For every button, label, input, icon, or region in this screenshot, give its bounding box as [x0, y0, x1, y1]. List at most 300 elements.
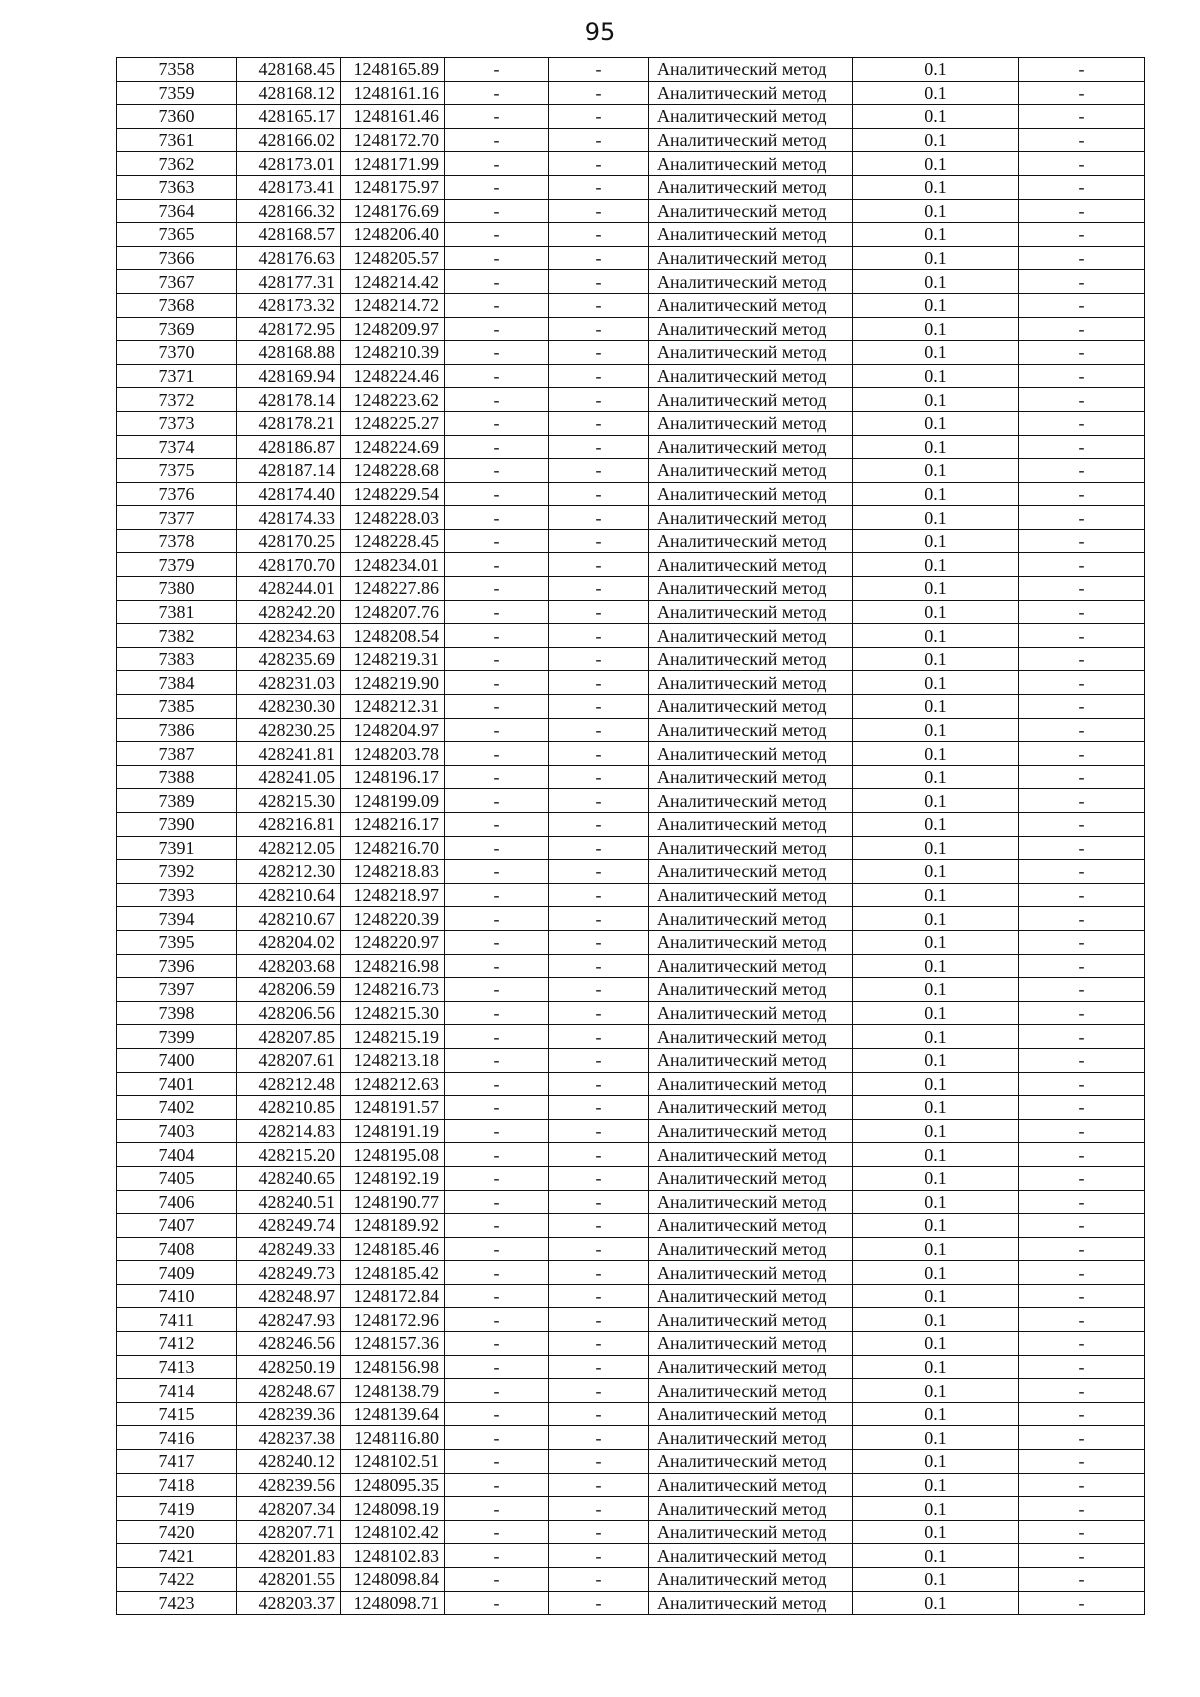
- accuracy-cell: 0.1: [853, 600, 1019, 624]
- empty-value-cell: -: [445, 1332, 549, 1356]
- empty-value-cell: -: [1019, 1284, 1145, 1308]
- empty-value-cell: -: [1019, 742, 1145, 766]
- empty-value-cell: -: [1019, 341, 1145, 365]
- method-cell: Аналитический метод: [649, 482, 853, 506]
- x-coordinate-cell: 428173.41: [237, 175, 341, 199]
- empty-value-cell: -: [1019, 553, 1145, 577]
- x-coordinate-cell: 428201.83: [237, 1544, 341, 1568]
- table-row: [117, 1025, 1145, 1049]
- table-row: [117, 317, 1145, 341]
- x-coordinate-cell: 428176.63: [237, 246, 341, 270]
- point-number-cell: 7401: [117, 1072, 237, 1096]
- y-coordinate-cell: 1248223.62: [341, 388, 445, 412]
- empty-value-cell: -: [445, 718, 549, 742]
- empty-value-cell: -: [1019, 1568, 1145, 1592]
- accuracy-cell: 0.1: [853, 58, 1019, 82]
- y-coordinate-cell: 1248098.19: [341, 1497, 445, 1521]
- table-row: [117, 529, 1145, 553]
- x-coordinate-cell: 428234.63: [237, 624, 341, 648]
- x-coordinate-cell: 428178.21: [237, 411, 341, 435]
- point-number-cell: 7390: [117, 813, 237, 837]
- x-coordinate-cell: 428244.01: [237, 577, 341, 601]
- accuracy-cell: 0.1: [853, 175, 1019, 199]
- empty-value-cell: -: [1019, 1001, 1145, 1025]
- empty-value-cell: -: [549, 482, 649, 506]
- empty-value-cell: -: [549, 907, 649, 931]
- method-cell: Аналитический метод: [649, 246, 853, 270]
- empty-value-cell: -: [445, 1214, 549, 1238]
- empty-value-cell: -: [549, 836, 649, 860]
- x-coordinate-cell: 428249.33: [237, 1237, 341, 1261]
- x-coordinate-cell: 428242.20: [237, 600, 341, 624]
- empty-value-cell: -: [1019, 671, 1145, 695]
- point-number-cell: 7403: [117, 1119, 237, 1143]
- y-coordinate-cell: 1248171.99: [341, 152, 445, 176]
- accuracy-cell: 0.1: [853, 293, 1019, 317]
- empty-value-cell: -: [549, 506, 649, 530]
- point-number-cell: 7375: [117, 459, 237, 483]
- accuracy-cell: 0.1: [853, 388, 1019, 412]
- x-coordinate-cell: 428177.31: [237, 270, 341, 294]
- y-coordinate-cell: 1248172.96: [341, 1308, 445, 1332]
- y-coordinate-cell: 1248212.31: [341, 695, 445, 719]
- empty-value-cell: -: [1019, 647, 1145, 671]
- y-coordinate-cell: 1248185.46: [341, 1237, 445, 1261]
- y-coordinate-cell: 1248138.79: [341, 1379, 445, 1403]
- method-cell: Аналитический метод: [649, 317, 853, 341]
- empty-value-cell: -: [549, 1048, 649, 1072]
- empty-value-cell: -: [549, 883, 649, 907]
- table-row: [117, 152, 1145, 176]
- empty-value-cell: -: [445, 506, 549, 530]
- x-coordinate-cell: 428215.30: [237, 789, 341, 813]
- point-number-cell: 7380: [117, 577, 237, 601]
- x-coordinate-cell: 428210.64: [237, 883, 341, 907]
- empty-value-cell: -: [549, 577, 649, 601]
- method-cell: Аналитический метод: [649, 1544, 853, 1568]
- method-cell: Аналитический метод: [649, 175, 853, 199]
- empty-value-cell: -: [1019, 411, 1145, 435]
- method-cell: Аналитический метод: [649, 553, 853, 577]
- x-coordinate-cell: 428247.93: [237, 1308, 341, 1332]
- point-number-cell: 7411: [117, 1308, 237, 1332]
- empty-value-cell: -: [445, 1166, 549, 1190]
- y-coordinate-cell: 1248215.19: [341, 1025, 445, 1049]
- y-coordinate-cell: 1248102.42: [341, 1520, 445, 1544]
- accuracy-cell: 0.1: [853, 1497, 1019, 1521]
- point-number-cell: 7405: [117, 1166, 237, 1190]
- y-coordinate-cell: 1248196.17: [341, 765, 445, 789]
- empty-value-cell: -: [445, 1048, 549, 1072]
- method-cell: Аналитический метод: [649, 1119, 853, 1143]
- method-cell: Аналитический метод: [649, 1096, 853, 1120]
- empty-value-cell: -: [445, 364, 549, 388]
- empty-value-cell: -: [445, 647, 549, 671]
- method-cell: Аналитический метод: [649, 930, 853, 954]
- point-number-cell: 7406: [117, 1190, 237, 1214]
- empty-value-cell: -: [1019, 1520, 1145, 1544]
- empty-value-cell: -: [445, 789, 549, 813]
- method-cell: Аналитический метод: [649, 813, 853, 837]
- table-row: [117, 482, 1145, 506]
- table-row: [117, 1261, 1145, 1285]
- empty-value-cell: -: [445, 553, 549, 577]
- empty-value-cell: -: [1019, 317, 1145, 341]
- table-row: [117, 459, 1145, 483]
- empty-value-cell: -: [1019, 435, 1145, 459]
- table-row: [117, 789, 1145, 813]
- empty-value-cell: -: [1019, 1261, 1145, 1285]
- table-row: [117, 1119, 1145, 1143]
- accuracy-cell: 0.1: [853, 695, 1019, 719]
- empty-value-cell: -: [445, 1237, 549, 1261]
- x-coordinate-cell: 428249.73: [237, 1261, 341, 1285]
- x-coordinate-cell: 428207.34: [237, 1497, 341, 1521]
- empty-value-cell: -: [1019, 1096, 1145, 1120]
- y-coordinate-cell: 1248213.18: [341, 1048, 445, 1072]
- method-cell: Аналитический метод: [649, 506, 853, 530]
- x-coordinate-cell: 428166.32: [237, 199, 341, 223]
- point-number-cell: 7377: [117, 506, 237, 530]
- method-cell: Аналитический метод: [649, 577, 853, 601]
- x-coordinate-cell: 428248.67: [237, 1379, 341, 1403]
- accuracy-cell: 0.1: [853, 1096, 1019, 1120]
- empty-value-cell: -: [549, 152, 649, 176]
- y-coordinate-cell: 1248102.83: [341, 1544, 445, 1568]
- empty-value-cell: -: [549, 435, 649, 459]
- empty-value-cell: -: [445, 765, 549, 789]
- point-number-cell: 7412: [117, 1332, 237, 1356]
- empty-value-cell: -: [445, 1308, 549, 1332]
- empty-value-cell: -: [549, 1402, 649, 1426]
- empty-value-cell: -: [549, 789, 649, 813]
- table-row: [117, 1473, 1145, 1497]
- table-row: [117, 199, 1145, 223]
- empty-value-cell: -: [549, 671, 649, 695]
- empty-value-cell: -: [445, 1591, 549, 1615]
- point-number-cell: 7384: [117, 671, 237, 695]
- y-coordinate-cell: 1248157.36: [341, 1332, 445, 1356]
- method-cell: Аналитический метод: [649, 270, 853, 294]
- x-coordinate-cell: 428201.55: [237, 1568, 341, 1592]
- y-coordinate-cell: 1248218.97: [341, 883, 445, 907]
- y-coordinate-cell: 1248098.71: [341, 1591, 445, 1615]
- accuracy-cell: 0.1: [853, 1591, 1019, 1615]
- x-coordinate-cell: 428230.25: [237, 718, 341, 742]
- empty-value-cell: -: [549, 1237, 649, 1261]
- point-number-cell: 7393: [117, 883, 237, 907]
- empty-value-cell: -: [445, 1143, 549, 1167]
- y-coordinate-cell: 1248176.69: [341, 199, 445, 223]
- accuracy-cell: 0.1: [853, 1072, 1019, 1096]
- point-number-cell: 7359: [117, 81, 237, 105]
- empty-value-cell: -: [549, 1497, 649, 1521]
- empty-value-cell: -: [445, 836, 549, 860]
- method-cell: Аналитический метод: [649, 978, 853, 1002]
- empty-value-cell: -: [445, 246, 549, 270]
- point-number-cell: 7419: [117, 1497, 237, 1521]
- method-cell: Аналитический метод: [649, 58, 853, 82]
- empty-value-cell: -: [549, 223, 649, 247]
- x-coordinate-cell: 428168.57: [237, 223, 341, 247]
- accuracy-cell: 0.1: [853, 1379, 1019, 1403]
- x-coordinate-cell: 428237.38: [237, 1426, 341, 1450]
- accuracy-cell: 0.1: [853, 954, 1019, 978]
- table-row: [117, 695, 1145, 719]
- point-number-cell: 7378: [117, 529, 237, 553]
- empty-value-cell: -: [445, 1497, 549, 1521]
- empty-value-cell: -: [445, 223, 549, 247]
- table-row: [117, 364, 1145, 388]
- method-cell: Аналитический метод: [649, 1402, 853, 1426]
- accuracy-cell: 0.1: [853, 459, 1019, 483]
- empty-value-cell: -: [445, 1190, 549, 1214]
- empty-value-cell: -: [1019, 246, 1145, 270]
- method-cell: Аналитический метод: [649, 223, 853, 247]
- y-coordinate-cell: 1248190.77: [341, 1190, 445, 1214]
- method-cell: Аналитический метод: [649, 742, 853, 766]
- empty-value-cell: -: [445, 1426, 549, 1450]
- empty-value-cell: -: [445, 459, 549, 483]
- table-row: [117, 553, 1145, 577]
- empty-value-cell: -: [1019, 58, 1145, 82]
- empty-value-cell: -: [549, 1450, 649, 1474]
- empty-value-cell: -: [549, 600, 649, 624]
- point-number-cell: 7387: [117, 742, 237, 766]
- method-cell: Аналитический метод: [649, 1473, 853, 1497]
- table-row: [117, 1143, 1145, 1167]
- empty-value-cell: -: [1019, 459, 1145, 483]
- method-cell: Аналитический метод: [649, 388, 853, 412]
- table-row: [117, 1001, 1145, 1025]
- accuracy-cell: 0.1: [853, 270, 1019, 294]
- empty-value-cell: -: [549, 175, 649, 199]
- x-coordinate-cell: 428241.81: [237, 742, 341, 766]
- empty-value-cell: -: [549, 930, 649, 954]
- method-cell: Аналитический метод: [649, 1284, 853, 1308]
- y-coordinate-cell: 1248195.08: [341, 1143, 445, 1167]
- point-number-cell: 7385: [117, 695, 237, 719]
- y-coordinate-cell: 1248214.42: [341, 270, 445, 294]
- table-row: [117, 1450, 1145, 1474]
- empty-value-cell: -: [549, 1214, 649, 1238]
- empty-value-cell: -: [445, 1072, 549, 1096]
- table-row: [117, 907, 1145, 931]
- point-number-cell: 7395: [117, 930, 237, 954]
- y-coordinate-cell: 1248098.84: [341, 1568, 445, 1592]
- x-coordinate-cell: 428250.19: [237, 1355, 341, 1379]
- y-coordinate-cell: 1248205.57: [341, 246, 445, 270]
- empty-value-cell: -: [1019, 1379, 1145, 1403]
- x-coordinate-cell: 428178.14: [237, 388, 341, 412]
- method-cell: Аналитический метод: [649, 1048, 853, 1072]
- empty-value-cell: -: [549, 411, 649, 435]
- empty-value-cell: -: [1019, 105, 1145, 129]
- accuracy-cell: 0.1: [853, 435, 1019, 459]
- point-number-cell: 7373: [117, 411, 237, 435]
- accuracy-cell: 0.1: [853, 1355, 1019, 1379]
- empty-value-cell: -: [445, 1379, 549, 1403]
- x-coordinate-cell: 428210.67: [237, 907, 341, 931]
- y-coordinate-cell: 1248192.19: [341, 1166, 445, 1190]
- y-coordinate-cell: 1248206.40: [341, 223, 445, 247]
- method-cell: Аналитический метод: [649, 860, 853, 884]
- table-row: [117, 836, 1145, 860]
- table-row: [117, 1308, 1145, 1332]
- accuracy-cell: 0.1: [853, 81, 1019, 105]
- empty-value-cell: -: [549, 1379, 649, 1403]
- empty-value-cell: -: [445, 695, 549, 719]
- method-cell: Аналитический метод: [649, 1237, 853, 1261]
- accuracy-cell: 0.1: [853, 907, 1019, 931]
- empty-value-cell: -: [1019, 1497, 1145, 1521]
- empty-value-cell: -: [549, 1025, 649, 1049]
- method-cell: Аналитический метод: [649, 411, 853, 435]
- point-number-cell: 7389: [117, 789, 237, 813]
- x-coordinate-cell: 428174.33: [237, 506, 341, 530]
- method-cell: Аналитический метод: [649, 199, 853, 223]
- empty-value-cell: -: [445, 1473, 549, 1497]
- y-coordinate-cell: 1248165.89: [341, 58, 445, 82]
- y-coordinate-cell: 1248219.90: [341, 671, 445, 695]
- y-coordinate-cell: 1248228.45: [341, 529, 445, 553]
- empty-value-cell: -: [445, 1096, 549, 1120]
- table-row: [117, 978, 1145, 1002]
- empty-value-cell: -: [445, 105, 549, 129]
- empty-value-cell: -: [549, 1072, 649, 1096]
- method-cell: Аналитический метод: [649, 1166, 853, 1190]
- empty-value-cell: -: [1019, 223, 1145, 247]
- method-cell: Аналитический метод: [649, 293, 853, 317]
- empty-value-cell: -: [1019, 718, 1145, 742]
- empty-value-cell: -: [1019, 1119, 1145, 1143]
- table-row: [117, 246, 1145, 270]
- empty-value-cell: -: [445, 577, 549, 601]
- empty-value-cell: -: [1019, 1166, 1145, 1190]
- accuracy-cell: 0.1: [853, 718, 1019, 742]
- table-row: [117, 1544, 1145, 1568]
- empty-value-cell: -: [1019, 860, 1145, 884]
- empty-value-cell: -: [549, 1544, 649, 1568]
- x-coordinate-cell: 428169.94: [237, 364, 341, 388]
- point-number-cell: 7388: [117, 765, 237, 789]
- y-coordinate-cell: 1248172.70: [341, 128, 445, 152]
- accuracy-cell: 0.1: [853, 1402, 1019, 1426]
- x-coordinate-cell: 428240.51: [237, 1190, 341, 1214]
- empty-value-cell: -: [445, 388, 549, 412]
- empty-value-cell: -: [445, 293, 549, 317]
- y-coordinate-cell: 1248234.01: [341, 553, 445, 577]
- empty-value-cell: -: [1019, 695, 1145, 719]
- accuracy-cell: 0.1: [853, 1261, 1019, 1285]
- method-cell: Аналитический метод: [649, 1072, 853, 1096]
- empty-value-cell: -: [549, 624, 649, 648]
- accuracy-cell: 0.1: [853, 1001, 1019, 1025]
- empty-value-cell: -: [549, 1143, 649, 1167]
- table-row: [117, 930, 1145, 954]
- empty-value-cell: -: [1019, 270, 1145, 294]
- accuracy-cell: 0.1: [853, 1237, 1019, 1261]
- table-row: [117, 435, 1145, 459]
- empty-value-cell: -: [549, 81, 649, 105]
- table-row: [117, 175, 1145, 199]
- method-cell: Аналитический метод: [649, 1143, 853, 1167]
- point-number-cell: 7381: [117, 600, 237, 624]
- point-number-cell: 7421: [117, 1544, 237, 1568]
- empty-value-cell: -: [1019, 1402, 1145, 1426]
- x-coordinate-cell: 428241.05: [237, 765, 341, 789]
- empty-value-cell: -: [445, 978, 549, 1002]
- accuracy-cell: 0.1: [853, 553, 1019, 577]
- empty-value-cell: -: [549, 1001, 649, 1025]
- accuracy-cell: 0.1: [853, 1025, 1019, 1049]
- empty-value-cell: -: [1019, 1048, 1145, 1072]
- point-number-cell: 7366: [117, 246, 237, 270]
- x-coordinate-cell: 428203.68: [237, 954, 341, 978]
- empty-value-cell: -: [445, 1544, 549, 1568]
- empty-value-cell: -: [1019, 577, 1145, 601]
- method-cell: Аналитический метод: [649, 647, 853, 671]
- empty-value-cell: -: [445, 624, 549, 648]
- empty-value-cell: -: [1019, 128, 1145, 152]
- point-number-cell: 7365: [117, 223, 237, 247]
- x-coordinate-cell: 428214.83: [237, 1119, 341, 1143]
- accuracy-cell: 0.1: [853, 1166, 1019, 1190]
- empty-value-cell: -: [445, 529, 549, 553]
- empty-value-cell: -: [445, 1261, 549, 1285]
- empty-value-cell: -: [549, 1261, 649, 1285]
- empty-value-cell: -: [1019, 482, 1145, 506]
- method-cell: Аналитический метод: [649, 1025, 853, 1049]
- point-number-cell: 7364: [117, 199, 237, 223]
- method-cell: Аналитический метод: [649, 1355, 853, 1379]
- point-number-cell: 7404: [117, 1143, 237, 1167]
- table-row: [117, 506, 1145, 530]
- point-number-cell: 7372: [117, 388, 237, 412]
- empty-value-cell: -: [1019, 1190, 1145, 1214]
- coordinates-table: [116, 57, 1145, 1615]
- table-row: [117, 718, 1145, 742]
- point-number-cell: 7369: [117, 317, 237, 341]
- empty-value-cell: -: [445, 58, 549, 82]
- empty-value-cell: -: [549, 1568, 649, 1592]
- accuracy-cell: 0.1: [853, 128, 1019, 152]
- empty-value-cell: -: [549, 765, 649, 789]
- point-number-cell: 7368: [117, 293, 237, 317]
- empty-value-cell: -: [445, 954, 549, 978]
- empty-value-cell: -: [445, 883, 549, 907]
- empty-value-cell: -: [1019, 293, 1145, 317]
- accuracy-cell: 0.1: [853, 1332, 1019, 1356]
- y-coordinate-cell: 1248172.84: [341, 1284, 445, 1308]
- x-coordinate-cell: 428170.25: [237, 529, 341, 553]
- method-cell: Аналитический метод: [649, 1426, 853, 1450]
- x-coordinate-cell: 428215.20: [237, 1143, 341, 1167]
- table-row: [117, 577, 1145, 601]
- point-number-cell: 7367: [117, 270, 237, 294]
- y-coordinate-cell: 1248191.57: [341, 1096, 445, 1120]
- empty-value-cell: -: [445, 1568, 549, 1592]
- empty-value-cell: -: [1019, 1214, 1145, 1238]
- point-number-cell: 7396: [117, 954, 237, 978]
- table-row: [117, 813, 1145, 837]
- empty-value-cell: -: [1019, 624, 1145, 648]
- empty-value-cell: -: [445, 81, 549, 105]
- x-coordinate-cell: 428168.88: [237, 341, 341, 365]
- table-row: [117, 128, 1145, 152]
- method-cell: Аналитический метод: [649, 435, 853, 459]
- y-coordinate-cell: 1248161.16: [341, 81, 445, 105]
